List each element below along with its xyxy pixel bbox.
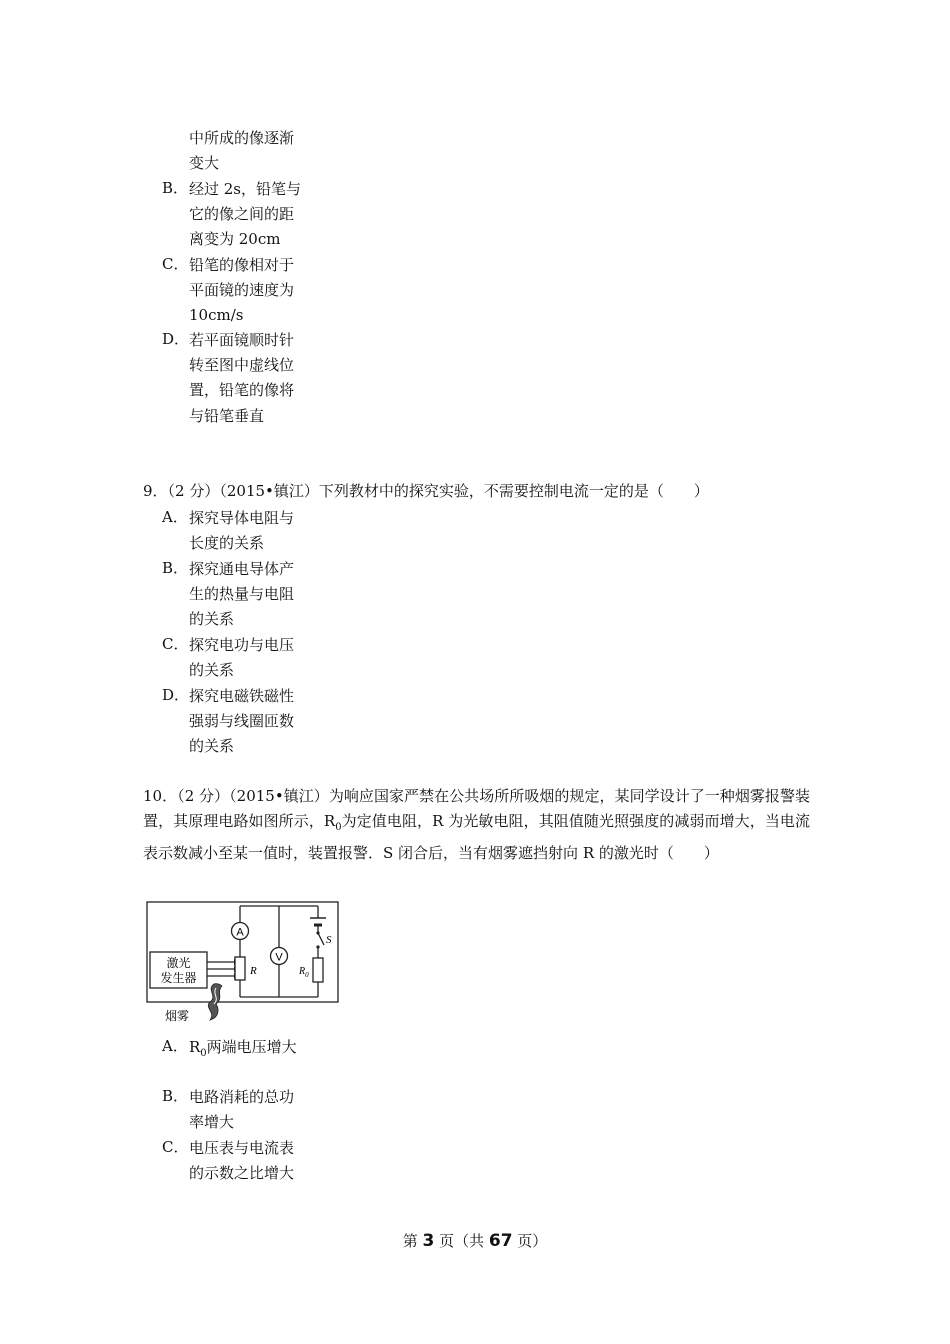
option-a-text: 两端电压增大 (206, 1038, 297, 1056)
option-label: B． (162, 559, 189, 577)
smoke-label: 烟雾 (164, 1009, 190, 1023)
resistor-r-label: R (250, 965, 257, 977)
fixed-resistor-r0 (313, 958, 323, 982)
voltmeter-label: V (275, 951, 283, 964)
q10-stem-part2: 为定值电阻，R 为光敏电阻，其阻值随光照强度的减弱而增大，当电流表示数减小至某一值时，装置报警．S 闭合后，当有烟雾遮挡射向 R 的激光时（ ） (143, 812, 810, 862)
laser-label-2: 发生器 (160, 971, 197, 985)
photoresistor-r (235, 957, 245, 980)
switch-label: S (326, 934, 332, 946)
option-text: 探究导体电阻与长度的关系 (189, 509, 295, 553)
option-label: D． (162, 686, 190, 704)
circuit-diagram (146, 900, 342, 1028)
q10-stem (143, 784, 810, 866)
footer-suffix: 页） (512, 1232, 548, 1250)
option-label: C． (162, 1138, 189, 1156)
laser-label-1: 激光 (166, 956, 191, 970)
option-label: B． (162, 1087, 189, 1105)
option-label: D． (162, 330, 190, 348)
option-label: B． (162, 179, 189, 197)
option-label: C． (162, 255, 189, 273)
option-text (189, 1035, 307, 1066)
option-a-prefix: R (189, 1038, 201, 1056)
resistor-r0-letter: R (299, 966, 306, 977)
option-label: C． (162, 635, 189, 653)
option-text: 若平面镜顺时针转至图中虚线位置，铅笔的像将与铅笔垂直 (189, 331, 295, 425)
switch-contact (316, 945, 319, 948)
option-label: A． (162, 508, 188, 526)
footer-page-number: 3 (422, 1231, 435, 1251)
footer-prefix: 第 (402, 1232, 423, 1250)
q10-stem-part1: 10．（2 分）（2015•镇江）为响应国家严禁在公共场所所吸烟的规定，某同学设计了一种烟雾报警装置，其原理电路如图所示，R (143, 787, 810, 831)
switch-pivot (316, 931, 319, 934)
option-label: A． (162, 1037, 188, 1055)
option-text: 电压表与电流表的示数之比增大 (189, 1139, 295, 1183)
option-text: 探究电磁铁磁性强弱与线圈匝数的关系 (189, 687, 295, 756)
q8-option-a-text: 中所成的像逐渐变大 (189, 129, 295, 173)
option-text: 探究通电导体产生的热量与电阻的关系 (189, 560, 295, 629)
option-a-subscript: 0 (200, 1048, 207, 1059)
page-footer (0, 1230, 950, 1251)
footer-total-pages: 67 (488, 1231, 513, 1251)
footer-middle: 页（共 (434, 1232, 489, 1250)
option-text: 铅笔的像相对于平面镜的速度为 10cm/s (189, 256, 295, 325)
q10-stem-subscript: 0 (335, 822, 342, 834)
option-text: 经过 2s，铅笔与它的像之间的距离变为 20cm (189, 180, 302, 249)
option-text: 探究电功与电压的关系 (189, 636, 295, 680)
resistor-r0-subscript: 0 (305, 971, 309, 979)
option-text: 电路消耗的总功率增大 (189, 1088, 295, 1132)
resistor-r0-label (298, 966, 309, 979)
ammeter-label: A (236, 926, 244, 939)
q9-stem: 9．（2 分）（2015•镇江）下列教材中的探究实验，不需要控制电流一定的是（ ） (143, 482, 709, 500)
